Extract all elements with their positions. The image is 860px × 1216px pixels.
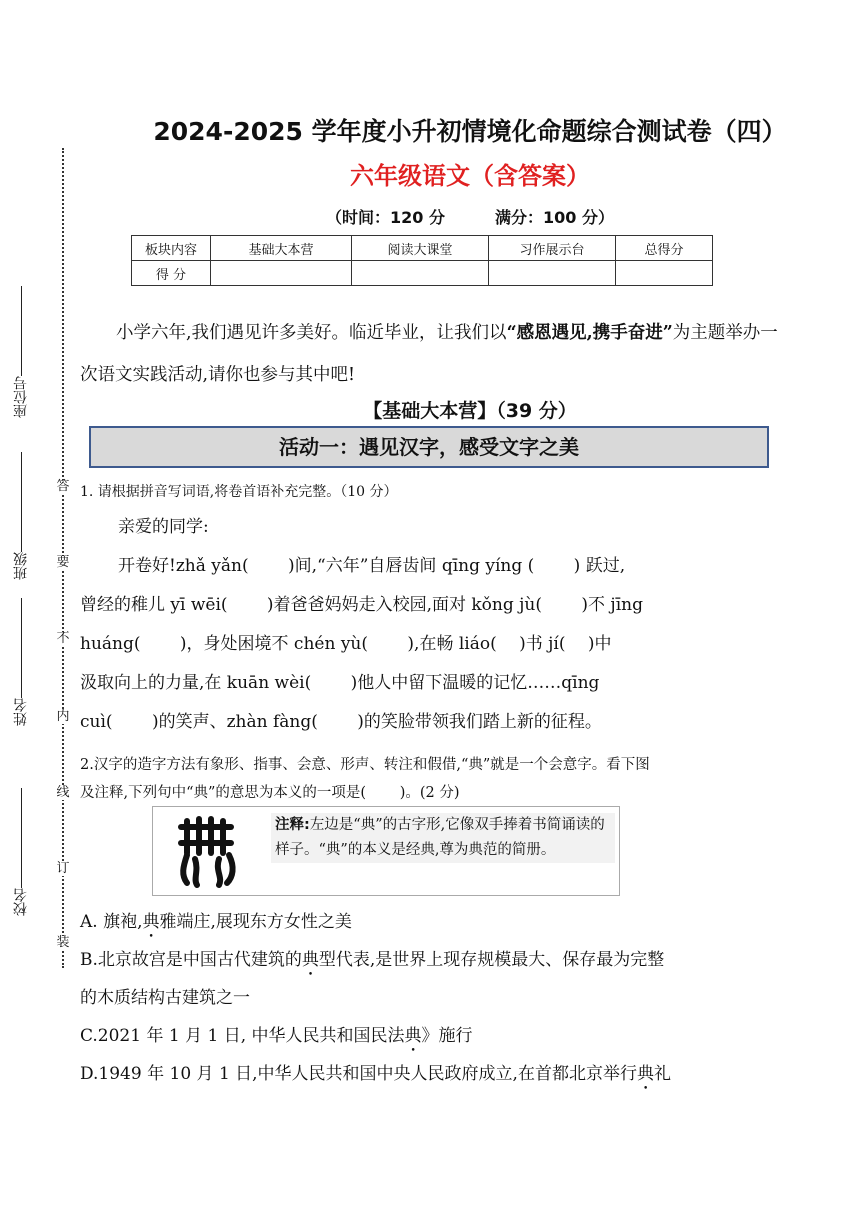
name-field[interactable]: 姓名	[14, 596, 29, 726]
score-table-row	[132, 261, 713, 286]
emphasized-char: 典	[301, 950, 319, 970]
seat-number-field[interactable]: 座位号	[14, 284, 29, 418]
score-table-header: 习作展示台	[489, 236, 616, 261]
q2-option-b-continued: 的木质结构古建筑之一	[80, 988, 250, 1008]
score-table-header: 总得分	[616, 236, 713, 261]
score-table-header: 板块内容	[132, 236, 211, 261]
exam-subtitle: 六年级语文（含答案）	[350, 162, 590, 190]
ancient-dian-glyph-icon	[173, 815, 243, 889]
school-field[interactable]: 校名	[14, 786, 29, 916]
seal-word: 答	[56, 479, 70, 494]
q1-line[interactable]: huáng( )，身处困境不 chén yù( ),在畅 liáo( )书 jí( )中	[80, 634, 612, 654]
score-cell[interactable]	[616, 261, 713, 286]
intro-theme: “感恩遇见,携手奋进”	[506, 323, 673, 343]
emphasized-char: 典	[142, 912, 160, 932]
seal-word: 装	[56, 935, 70, 950]
exam-title: 2024-2025 学年度小升初情境化命题综合测试卷（四）	[153, 117, 787, 146]
seal-word: 内	[56, 709, 70, 724]
q1-stem: 1. 请根据拼音写词语,将卷首语补充完整。（10 分）	[80, 484, 398, 500]
seal-word: 要	[56, 555, 70, 570]
note-label: 注释:	[275, 817, 310, 833]
score-table-header-row	[132, 236, 713, 261]
binding-margin	[0, 0, 80, 1216]
q1-line[interactable]: cuì( )的笑声、zhàn fàng( )的笑脸带领我们踏上新的征程。	[80, 712, 602, 732]
q2-option-c[interactable]: C.2021 年 1 月 1 日, 中华人民共和国民法典》施行	[80, 1026, 473, 1046]
q2-stem-line1: 2.汉字的造字方法有象形、指事、会意、形声、转注和假借,“典”就是一个会意字。看下图	[80, 757, 650, 773]
q1-greeting: 亲爱的同学:	[118, 517, 209, 537]
seal-word: 线	[56, 785, 70, 800]
score-cell[interactable]	[352, 261, 489, 286]
q2-stem-line2: 及注释,下列句中“典”的意思为本义的一项是( )。(2 分)	[80, 785, 460, 801]
section-heading: 【基础大本营】（39 分）	[363, 400, 577, 422]
emphasized-char: 典	[404, 1026, 422, 1046]
score-table-header: 基础大本营	[211, 236, 352, 261]
q1-line[interactable]: 曾经的稚儿 yī wēi( )着爸爸妈妈走入校园,面对 kǒng jù( )不 jīng	[80, 595, 643, 615]
emphasized-char: 典	[636, 1064, 654, 1084]
exam-time: （时间：120 分	[326, 208, 445, 227]
class-field[interactable]: 班级	[14, 450, 29, 580]
score-cell[interactable]	[211, 261, 352, 286]
time-and-score	[80, 205, 860, 228]
score-cell[interactable]	[489, 261, 616, 286]
score-table-header: 阅读大课堂	[352, 236, 489, 261]
q1-line[interactable]: 汲取向上的力量,在 kuān wèi( )他人中留下温暖的记忆……qīng	[80, 673, 600, 693]
score-table	[131, 235, 713, 286]
activity-banner: 活动一：遇见汉字，感受文字之美	[89, 426, 769, 468]
seal-word: 不	[56, 631, 70, 646]
q2-option-a[interactable]: A. 旗袍,典雅端庄,展现东方女性之美	[80, 912, 352, 932]
seal-word: 订	[56, 861, 70, 876]
q1-line[interactable]: 开卷好!zhǎ yǎn( )间,“六年”自唇齿间 qīng yíng ( ) 跃过,	[118, 556, 626, 576]
full-score: 满分：100 分）	[495, 208, 614, 227]
intro-paragraph: 小学六年,我们遇见许多美好。临近毕业，让我们以“感恩遇见,携手奋进”为主题举办一次语文实践活动,请你也参与其中吧!	[80, 323, 778, 385]
dian-annotation-box	[152, 806, 620, 896]
q2-option-d[interactable]: D.1949 年 10 月 1 日,中华人民共和国中央人民政府成立,在首都北京举行典礼	[80, 1064, 671, 1084]
score-row-label: 得 分	[132, 261, 211, 286]
dian-note: 注释:左边是“典”的古字形,它像双手捧着书简诵读的样子。“典”的本义是经典,尊为典范的简册。	[271, 813, 615, 863]
q2-option-b[interactable]: B.北京故宫是中国古代建筑的典型代表,是世界上现存规模最大、保存最为完整	[80, 950, 665, 970]
